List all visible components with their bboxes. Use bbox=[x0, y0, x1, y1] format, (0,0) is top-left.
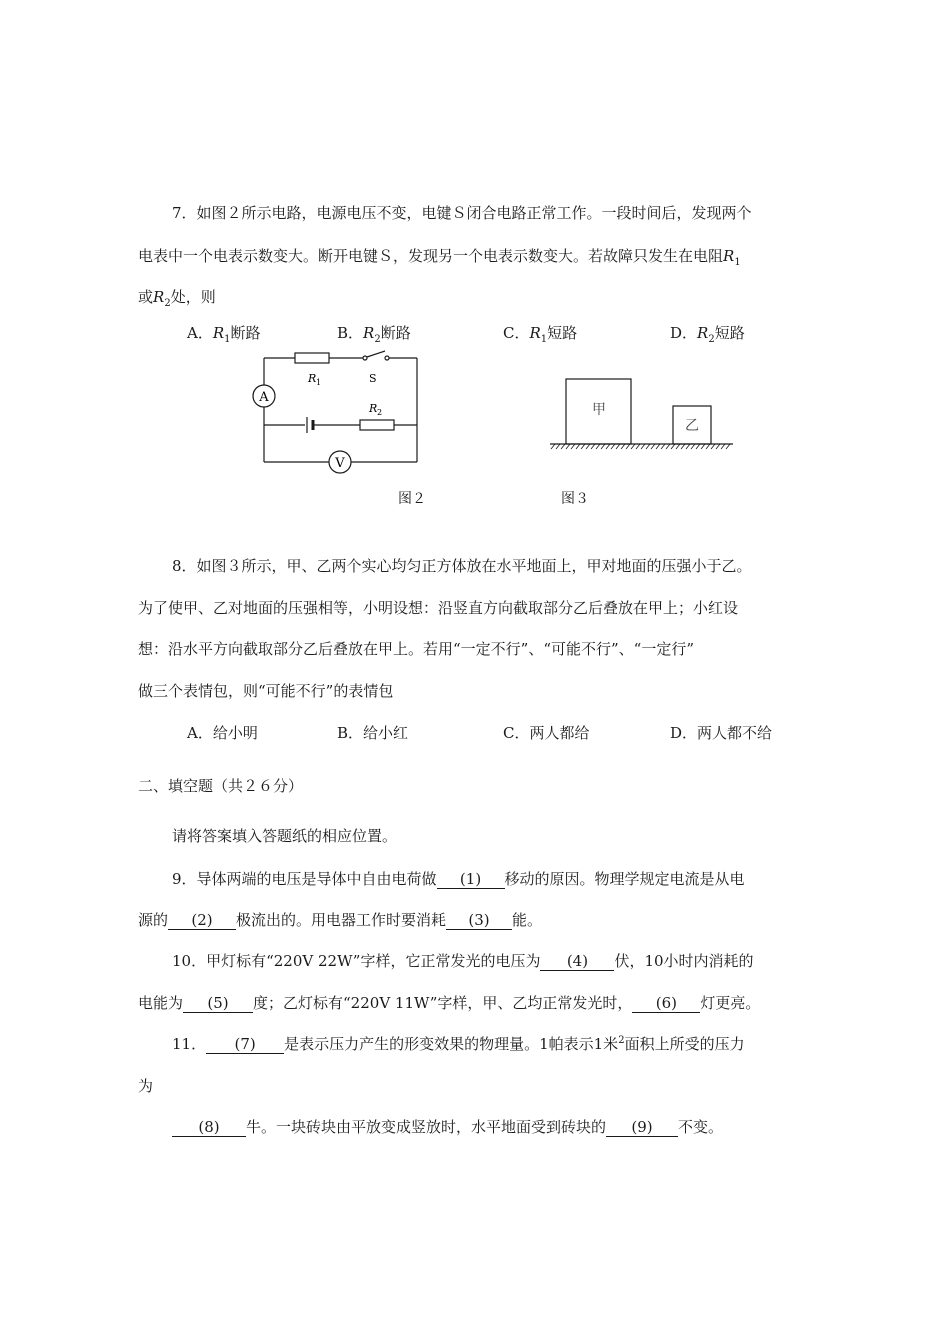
q11-text-a: 11． bbox=[172, 1035, 207, 1053]
q11-text-g: 不变。 bbox=[678, 1118, 724, 1136]
q7-option-a-text: 断路 bbox=[230, 324, 261, 342]
q7-option-d-sub: 2 bbox=[708, 334, 715, 345]
switch-contact-right bbox=[385, 356, 389, 360]
ground-hatching bbox=[551, 444, 730, 449]
q7-option-a-r: R bbox=[212, 324, 225, 342]
q8-option-a bbox=[187, 722, 258, 744]
circuit-diagram bbox=[245, 345, 435, 475]
q7-option-c-letter: C． bbox=[503, 324, 530, 342]
q10-text-c: 伏，10小时内消耗的 bbox=[614, 952, 754, 970]
q11-line1 bbox=[172, 1033, 745, 1055]
q9-text-c: 移动的原因。物理学规定电流是从电 bbox=[504, 870, 745, 888]
q7-option-c-text: 短路 bbox=[547, 324, 578, 342]
r1-symbol: R bbox=[723, 247, 735, 265]
q11-superscript: 2 bbox=[618, 1035, 625, 1046]
q7-option-b-sub: 2 bbox=[374, 334, 381, 345]
r2-label-sub: 2 bbox=[377, 408, 383, 417]
blocks-diagram bbox=[545, 370, 740, 460]
q8-line3: 想：沿水平方向截取部分乙后叠放在甲上。若用“一定不行”、“可能不行”、“一定行” bbox=[138, 640, 695, 658]
q9-text-f: 能。 bbox=[512, 911, 543, 929]
blank-4[interactable]: (4) bbox=[540, 952, 614, 971]
q11-text-f: 牛。一块砖块由平放变成竖放时，水平地面受到砖块的 bbox=[246, 1118, 607, 1136]
q10-line1 bbox=[172, 950, 754, 972]
section-instruction: 请将答案填入答题纸的相应位置。 bbox=[172, 827, 398, 845]
q7-option-d bbox=[670, 322, 745, 344]
q11-line2: 为 bbox=[138, 1077, 154, 1095]
q9-text-e: 极流出的。用电器工作时要消耗 bbox=[236, 911, 447, 929]
q7-line3 bbox=[138, 286, 216, 308]
resistor-r1 bbox=[295, 353, 329, 363]
r2-label: R bbox=[369, 402, 378, 415]
q8-option-a-letter: A． bbox=[187, 724, 213, 742]
switch-label: S bbox=[369, 372, 377, 385]
r1-label-sub: 1 bbox=[316, 378, 322, 387]
q11-line3 bbox=[172, 1116, 723, 1138]
figure3-caption: 图３ bbox=[561, 491, 589, 507]
q8-option-d bbox=[670, 722, 772, 744]
block-yi-label: 乙 bbox=[685, 418, 699, 434]
q7-line3-end: 处，则 bbox=[170, 288, 216, 306]
r1-label: R bbox=[308, 372, 317, 385]
q8-option-b bbox=[337, 722, 408, 744]
block-jia-label: 甲 bbox=[592, 402, 606, 418]
q7-line3-or: 或 bbox=[138, 288, 154, 306]
blank-7[interactable]: (7) bbox=[206, 1035, 284, 1054]
q8-option-c bbox=[503, 722, 590, 744]
q10-text-f: 灯更亮。 bbox=[700, 994, 761, 1012]
q7-option-a bbox=[187, 322, 261, 344]
q7-option-d-letter: D． bbox=[670, 324, 698, 342]
q7-option-c-sub: 1 bbox=[540, 334, 548, 345]
q7-option-d-text: 短路 bbox=[714, 324, 745, 342]
switch-lever bbox=[367, 351, 385, 357]
q8-option-c-text: 两人都给 bbox=[529, 724, 590, 742]
blank-6[interactable]: (6) bbox=[632, 994, 700, 1013]
q7-option-a-sub: 1 bbox=[224, 334, 231, 345]
blank-8[interactable]: (8) bbox=[172, 1118, 246, 1137]
ammeter-label: A bbox=[259, 390, 269, 405]
q7-option-b-text: 断路 bbox=[380, 324, 411, 342]
voltmeter-label: V bbox=[335, 456, 345, 471]
q7-option-a-letter: A． bbox=[187, 324, 213, 342]
q7-line1: 7．如图２所示电路，电源电压不变，电键Ｓ闭合电路正常工作。一段时间后，发现两个 bbox=[172, 204, 752, 222]
section-title: 二、填空题（共２６分） bbox=[138, 777, 304, 795]
q11-text-c: 是表示压力产生的形变效果的物理量。1帕表示1米 bbox=[284, 1035, 619, 1053]
blank-2[interactable]: (2) bbox=[168, 911, 236, 930]
q8-option-c-letter: C． bbox=[503, 724, 530, 742]
blank-5[interactable]: (5) bbox=[183, 994, 253, 1013]
q7-line2 bbox=[138, 245, 741, 267]
q10-line2 bbox=[138, 992, 760, 1014]
q9-text-d: 源的 bbox=[138, 911, 169, 929]
q7-line2-text: 电表中一个电表示数变大。断开电键Ｓ，发现另一个电表示数变大。若故障只发生在电阻 bbox=[138, 247, 724, 265]
q8-option-b-letter: B． bbox=[337, 724, 364, 742]
q8-option-d-letter: D． bbox=[670, 724, 698, 742]
q7-option-b-r: R bbox=[363, 324, 375, 342]
q7-option-d-r: R bbox=[697, 324, 709, 342]
blank-1[interactable]: (1) bbox=[437, 870, 505, 889]
r2-subscript: 2 bbox=[164, 298, 171, 309]
q7-option-b bbox=[337, 322, 411, 344]
q8-option-b-text: 给小红 bbox=[363, 724, 409, 742]
q7-option-c bbox=[503, 322, 577, 344]
r2-symbol: R bbox=[153, 288, 165, 306]
q8-option-a-text: 给小明 bbox=[212, 724, 258, 742]
q7-option-b-letter: B． bbox=[337, 324, 364, 342]
q11-text-d: 面积上所受的压力 bbox=[624, 1035, 745, 1053]
q7-option-c-r: R bbox=[529, 324, 541, 342]
blank-3[interactable]: (3) bbox=[446, 911, 512, 930]
blank-9[interactable]: (9) bbox=[606, 1118, 678, 1137]
r1-subscript: 1 bbox=[734, 257, 741, 268]
q8-option-d-text: 两人都不给 bbox=[697, 724, 773, 742]
resistor-r2 bbox=[360, 420, 394, 430]
switch-contact-left bbox=[363, 356, 367, 360]
q8-line2: 为了使甲、乙对地面的压强相等，小明设想：沿竖直方向截取部分乙后叠放在甲上；小红设 bbox=[138, 599, 739, 617]
q8-line1: 8．如图３所示，甲、乙两个实心均匀正方体放在水平地面上，甲对地面的压强小于乙。 bbox=[172, 557, 752, 575]
q10-text-d: 电能为 bbox=[138, 994, 184, 1012]
figure2-caption: 图２ bbox=[398, 491, 426, 507]
q9-line2 bbox=[138, 909, 542, 931]
q9-line1 bbox=[172, 868, 745, 890]
q8-line4: 做三个表情包，则“可能不行”的表情包 bbox=[138, 682, 394, 700]
q9-text-a: 9．导体两端的电压是导体中自由电荷做 bbox=[172, 870, 437, 888]
q10-text-a: 10．甲灯标有“220V 22W”字样，它正常发光的电压为 bbox=[172, 952, 541, 970]
q10-text-e: 度；乙灯标有“220V 11W”字样，甲、乙均正常发光时， bbox=[253, 994, 633, 1012]
